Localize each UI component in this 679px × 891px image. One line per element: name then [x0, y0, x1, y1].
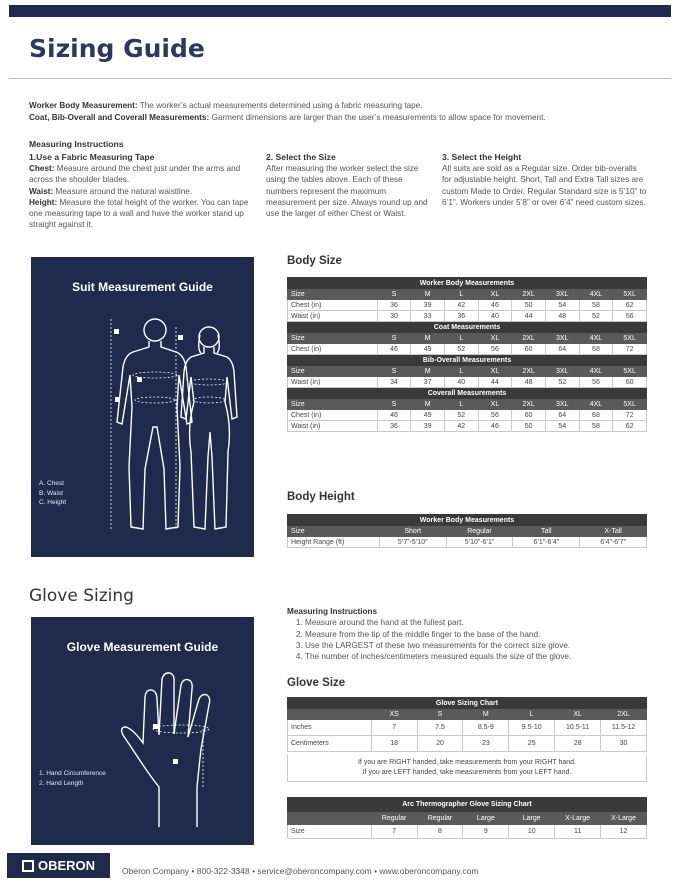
measuring-heading: Measuring Instructions	[29, 139, 124, 149]
cell: 42	[444, 300, 478, 311]
table-title-row	[288, 278, 647, 289]
col-header: 2XL	[512, 289, 546, 300]
cell: 62	[613, 300, 647, 311]
cell: 23	[463, 736, 509, 752]
cell: 50	[512, 421, 546, 432]
col-header: 3XL	[545, 399, 579, 410]
col-header: M	[411, 289, 445, 300]
suit-legend	[39, 479, 66, 508]
col-header: Large	[509, 812, 555, 825]
table-title-row	[288, 515, 647, 526]
height-instruction	[29, 197, 257, 231]
blank-cell	[288, 709, 372, 720]
cell: 7	[371, 720, 417, 736]
cell: 8	[417, 825, 463, 839]
cell: 44	[512, 311, 546, 322]
legend-waist: B. Waist	[39, 489, 63, 497]
size-header-row	[288, 366, 647, 377]
marker-2	[173, 759, 178, 764]
text: Measure the total height of the worker. You can tape one measuring tape to a wall and have the worker stand up straight against it.	[29, 197, 249, 230]
cell: 6’4”-6’7”	[580, 537, 647, 548]
row-label: Waist (in)	[288, 421, 378, 432]
cell: 39	[411, 300, 445, 311]
glove-size-heading: Glove Size	[287, 677, 346, 689]
col-header: 4XL	[579, 366, 613, 377]
col-header: M	[411, 333, 445, 344]
instructions-heading: Measuring Instructions	[287, 607, 378, 616]
arc-glove-table	[287, 797, 647, 839]
col-header: M	[411, 366, 445, 377]
col-header: 4XL	[579, 399, 613, 410]
cell: 12	[601, 825, 647, 839]
cell: 52	[444, 344, 478, 355]
page-title: Sizing Guide	[29, 34, 205, 63]
cell: 10.5-11	[555, 720, 601, 736]
col-header: 4XL	[579, 289, 613, 300]
waist-instruction	[29, 186, 257, 197]
step-2-text: After measuring the worker select the size using the tables above. Each of these numbers represent the maximum measurement per size. Always round up and use the larger of either Chest or Waist.	[266, 164, 428, 219]
step-1-heading: 1.Use a Fabric Measuring Tape	[29, 152, 155, 162]
table-row	[288, 311, 647, 322]
col-header: Tall	[513, 526, 580, 537]
legend-circumference: 1. Hand Circumference	[39, 770, 106, 777]
table-title-row	[288, 798, 647, 812]
cell: 18	[371, 736, 417, 752]
size-header-row	[288, 812, 647, 825]
logo-text: OBERON	[37, 858, 96, 873]
cell: 46	[478, 300, 512, 311]
cell: 56	[478, 344, 512, 355]
cell: 52	[444, 410, 478, 421]
size-header-row	[288, 526, 647, 537]
cell: 64	[545, 410, 579, 421]
col-header: X-Large	[555, 812, 601, 825]
size-label: Size	[288, 366, 378, 377]
col-header: 2XL	[512, 333, 546, 344]
col-header: S	[377, 399, 411, 410]
text: Measure around the natural waistline.	[53, 186, 193, 196]
col-header: X-Large	[601, 812, 647, 825]
col-header: 2XL	[601, 709, 647, 720]
footer-contact: Oberon Company • 800-322-3348 • service@oberoncompany.com • www.oberoncompany.com	[122, 866, 479, 876]
table-title: Coverall Measurements	[288, 388, 647, 399]
col-header: 3XL	[545, 289, 579, 300]
cell: 50	[512, 300, 546, 311]
cell: 7	[371, 825, 417, 839]
row-label: Waist (in)	[288, 311, 378, 322]
instruction-col-1	[29, 152, 257, 230]
cell: 49	[411, 410, 445, 421]
col-header: XL	[478, 399, 512, 410]
cell: 58	[579, 421, 613, 432]
instruction-col-2	[266, 152, 431, 219]
body-height-table	[287, 514, 647, 548]
table-title-row	[288, 322, 647, 333]
instruction-item: 3. Use the LARGEST of these two measurements for the correct size glove.	[305, 640, 667, 651]
body-size-heading: Body Size	[287, 255, 342, 267]
cell: 68	[579, 344, 613, 355]
hand-note	[287, 755, 647, 782]
cell: 11	[555, 825, 601, 839]
col-header: 2XL	[512, 399, 546, 410]
col-header: Regular	[371, 812, 417, 825]
table-title: Arc Thermographer Glove Sizing Chart	[288, 798, 647, 812]
cell: 46	[377, 410, 411, 421]
cell: 36	[444, 311, 478, 322]
cell: 36	[377, 421, 411, 432]
step-3-text: All suits are sold as a Regular size. Order bib-overalls for adjustable height. Short, Tall and Extra Tall sizes are custom Made to Order. Regular Standard size is 5’10” to 6’1”. Workers under 5’8” or over 6’4” need custom sizes.	[442, 164, 647, 207]
col-header: Regular	[446, 526, 513, 537]
glove-legend	[39, 769, 106, 788]
col-header: XL	[478, 366, 512, 377]
cell: 46	[478, 421, 512, 432]
col-header: 3XL	[545, 366, 579, 377]
legend-length: 2. Hand Length	[39, 779, 84, 787]
instruction-item: 4. The number of inches/centimeters measured equals the size of the glove.	[305, 651, 667, 662]
definition-text: The worker’s actual measurements determined using a fabric measuring tape.	[137, 101, 423, 110]
legend-chest: A. Chest	[39, 480, 64, 487]
cell: 44	[478, 377, 512, 388]
size-header-row	[288, 289, 647, 300]
col-header: S	[417, 709, 463, 720]
col-header: XL	[555, 709, 601, 720]
col-header: 2XL	[512, 366, 546, 377]
cell: 40	[478, 311, 512, 322]
cell: 9	[463, 825, 509, 839]
table-title-row	[288, 698, 647, 709]
col-header: 5XL	[613, 399, 647, 410]
cell: 37	[411, 377, 445, 388]
table-row	[288, 421, 647, 432]
definition-worker	[29, 100, 669, 112]
cell: 5’7”-5’10”	[379, 537, 446, 548]
table-title-row	[288, 388, 647, 399]
top-banner	[9, 5, 671, 17]
col-header: L	[444, 399, 478, 410]
cell: 42	[444, 421, 478, 432]
hand-illustration	[31, 617, 254, 845]
cell: 6’1”-6’4”	[513, 537, 580, 548]
chest-instruction	[29, 163, 257, 185]
logo-icon	[22, 860, 34, 872]
note-left: If you are LEFT handed, take measurements from your LEFT hand.	[362, 769, 572, 776]
cell: 20	[417, 736, 463, 752]
definitions	[29, 100, 669, 124]
size-label: Size	[288, 399, 378, 410]
cell: 56	[478, 410, 512, 421]
table-row	[288, 736, 647, 752]
cell: 7.5	[417, 720, 463, 736]
size-label: Size	[288, 333, 378, 344]
cell: 68	[579, 410, 613, 421]
term: Chest:	[29, 164, 55, 174]
body-figures-illustration	[31, 257, 254, 557]
table-title: Glove Sizing Chart	[288, 698, 647, 709]
col-header: M	[411, 399, 445, 410]
col-header: M	[463, 709, 509, 720]
text: Measure around the chest just under the arms and across the shoulder blades.	[29, 164, 241, 185]
row-label: Size	[288, 825, 372, 839]
cell: 5’10”-6’1”	[446, 537, 513, 548]
table-row	[288, 537, 647, 548]
cell: 60	[613, 377, 647, 388]
row-label: Chest (in)	[288, 300, 378, 311]
table-row	[288, 377, 647, 388]
col-header: XL	[478, 333, 512, 344]
col-header: 5XL	[613, 366, 647, 377]
cell: 52	[579, 311, 613, 322]
table-title: Worker Body Measurements	[288, 278, 647, 289]
cell: 62	[613, 421, 647, 432]
col-header: 4XL	[579, 333, 613, 344]
table-row	[288, 300, 647, 311]
marker-b	[115, 397, 120, 402]
body-size-table	[287, 277, 647, 432]
row-label: Height Range (ft)	[288, 537, 380, 548]
glove-heading: Glove Sizing	[29, 586, 134, 606]
body-height-heading: Body Height	[287, 491, 355, 503]
col-header: S	[377, 366, 411, 377]
row-label: Chest (in)	[288, 410, 378, 421]
cell: 48	[512, 377, 546, 388]
cell: 48	[545, 311, 579, 322]
table-title: Bib-Overall Measurements	[288, 355, 647, 366]
col-header: L	[444, 333, 478, 344]
table-title: Worker Body Measurements	[288, 515, 647, 526]
cell: 52	[545, 377, 579, 388]
step-3-heading: 3. Select the Height	[442, 152, 522, 162]
term: Waist:	[29, 186, 54, 196]
cell: 33	[411, 311, 445, 322]
cell: 49	[411, 344, 445, 355]
cell: 9.5-10	[509, 720, 555, 736]
col-header: L	[509, 709, 555, 720]
row-label: Inches	[288, 720, 372, 736]
glove-measurement-panel	[31, 617, 254, 845]
marker-c	[178, 335, 183, 340]
cell: 25	[509, 736, 555, 752]
table-row	[288, 410, 647, 421]
col-header: 5XL	[613, 289, 647, 300]
col-header: 3XL	[545, 333, 579, 344]
marker-1	[153, 724, 158, 729]
cell: 30	[377, 311, 411, 322]
table-row	[288, 825, 647, 839]
step-2-heading: 2. Select the Size	[266, 152, 336, 162]
row-label: Waist (in)	[288, 377, 378, 388]
marker-a	[137, 377, 142, 382]
glove-instructions	[287, 606, 667, 662]
col-header: S	[377, 289, 411, 300]
col-header: Large	[463, 812, 509, 825]
cell: 36	[377, 300, 411, 311]
definition-text: Garment dimensions are larger than the user’s measurements to allow space for movement.	[209, 113, 546, 122]
size-label: Size	[288, 526, 380, 537]
col-header: L	[444, 289, 478, 300]
cell: 34	[377, 377, 411, 388]
col-header: Short	[379, 526, 446, 537]
cell: 72	[613, 344, 647, 355]
size-header-row	[288, 399, 647, 410]
col-header: S	[377, 333, 411, 344]
cell: 60	[512, 344, 546, 355]
divider	[9, 78, 671, 79]
size-header-row	[288, 709, 647, 720]
note-right: If you are RIGHT handed, take measurements from your RIGHT hand.	[357, 759, 576, 766]
cell: 54	[545, 421, 579, 432]
suit-measurement-panel	[31, 257, 254, 557]
cell: 58	[579, 300, 613, 311]
col-header: XS	[371, 709, 417, 720]
size-header-row	[288, 333, 647, 344]
cell: 10	[509, 825, 555, 839]
col-header: XL	[478, 289, 512, 300]
oberon-logo	[7, 853, 110, 878]
col-header: L	[444, 366, 478, 377]
col-header: 5XL	[613, 333, 647, 344]
cell: 39	[411, 421, 445, 432]
table-row	[288, 720, 647, 736]
instruction-col-3	[442, 152, 647, 208]
instruction-item: 2. Measure from the tip of the middle finger to the base of the hand.	[305, 629, 667, 640]
cell: 64	[545, 344, 579, 355]
cell: 54	[545, 300, 579, 311]
cell: 30	[601, 736, 647, 752]
marker-c	[114, 329, 119, 334]
instruction-item: 1. Measure around the hand at the fullest part.	[305, 617, 667, 628]
definition-term: Coat, Bib-Overall and Coverall Measurements:	[29, 113, 210, 122]
cell: 46	[377, 344, 411, 355]
col-header: Regular	[417, 812, 463, 825]
cell: 8.5-9	[463, 720, 509, 736]
table-title-row	[288, 355, 647, 366]
table-title: Coat Measurements	[288, 322, 647, 333]
cell: 56	[613, 311, 647, 322]
blank-cell	[288, 812, 372, 825]
cell: 56	[579, 377, 613, 388]
cell: 40	[444, 377, 478, 388]
definition-garment	[29, 112, 669, 124]
panel-title: Glove Measurement Guide	[66, 640, 219, 654]
term: Height:	[29, 197, 58, 207]
definition-term: Worker Body Measurement:	[29, 101, 138, 110]
table-row	[288, 344, 647, 355]
row-label: Chest (in)	[288, 344, 378, 355]
glove-size-table	[287, 697, 647, 752]
row-label: Centimeters	[288, 736, 372, 752]
legend-height: C. Height	[39, 499, 67, 506]
panel-title: Suit Measurement Guide	[72, 280, 213, 294]
cell: 60	[512, 410, 546, 421]
cell: 72	[613, 410, 647, 421]
size-label: Size	[288, 289, 378, 300]
cell: 28	[555, 736, 601, 752]
col-header: X-Tall	[580, 526, 647, 537]
cell: 11.5-12	[601, 720, 647, 736]
